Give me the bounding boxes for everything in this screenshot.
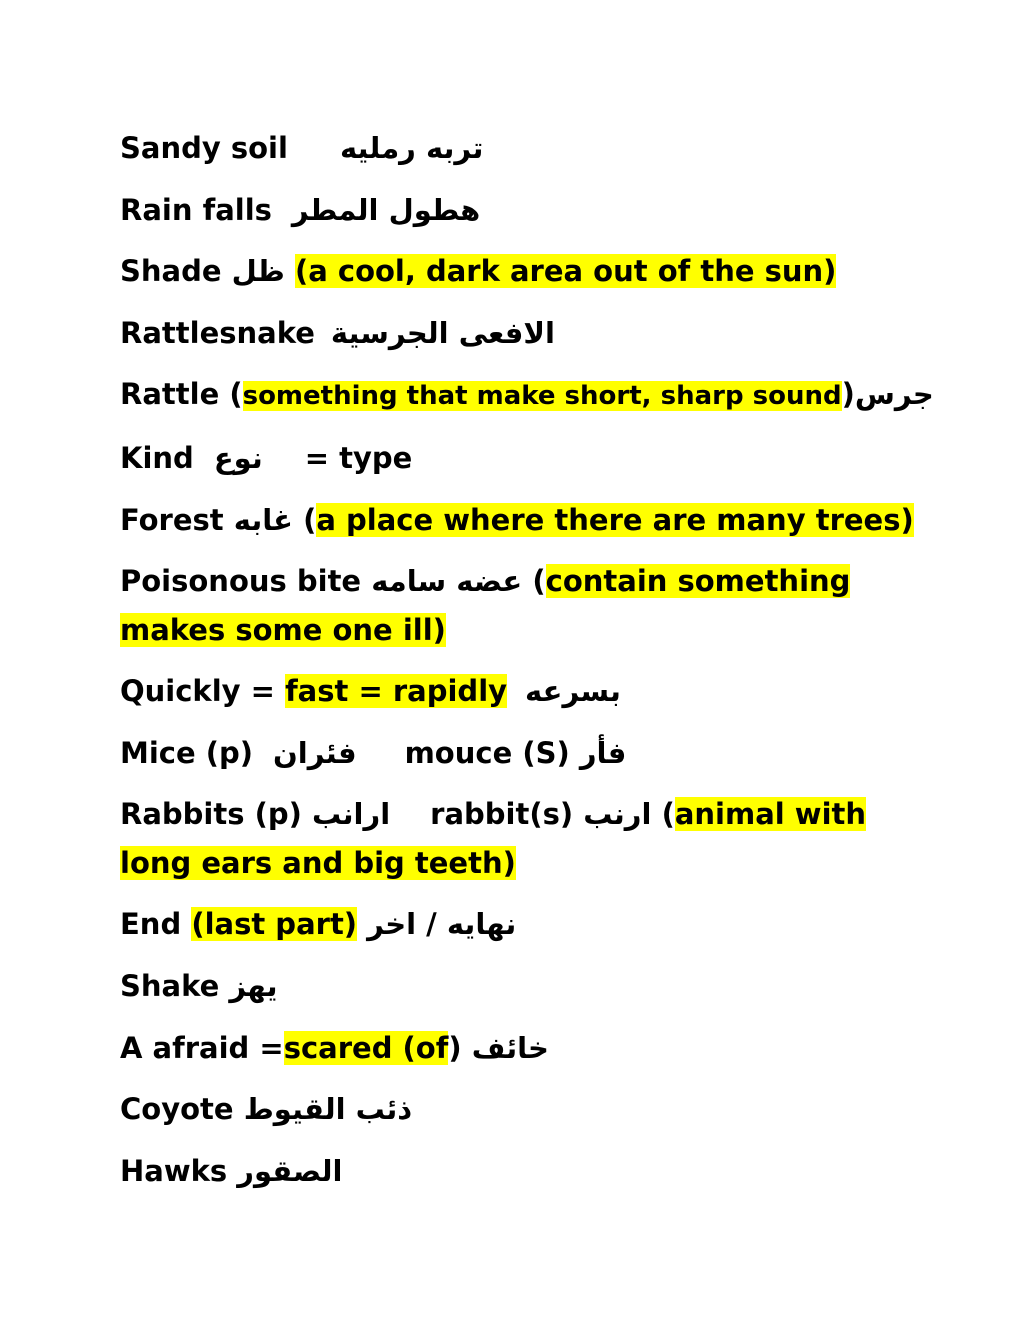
definition-highlight: scared (of [283,1030,449,1065]
vocab-line-sandy-soil [120,118,920,180]
vocab-line-rattle [120,364,934,428]
english-term: Shake [120,968,220,1003]
arabic-translation: الافعى الجرسية [330,315,555,350]
arabic-translation: عضه سامه [371,564,523,599]
english-term: Mice (p) [120,735,254,770]
english-term: Quickly = [120,674,286,709]
arabic-translation: خائف [471,1030,549,1065]
arabic-translation: نهايه / اخر [367,907,517,942]
opening-paren: ( [661,797,675,832]
english-term: Hawks [120,1153,228,1188]
arabic-translation: تربه رمليه [339,131,484,165]
vocab-line-rattlesnake [120,303,920,365]
arabic-translation: جرس [854,377,934,412]
vocab-line-forest [120,490,920,552]
english-term: Shade [120,254,222,289]
vocab-line-shake [120,956,920,1018]
arabic-translation: ظل [231,254,285,289]
english-term: End [120,907,182,942]
vocabulary-list [120,118,934,1202]
definition-highlight: a place where there are many trees) [316,502,914,537]
english-term: Rabbits (p) [120,797,302,832]
definition-highlight: (a cool, dark area out of the sun) [294,254,837,289]
arabic-translation-singular: ارنب [583,797,652,832]
arabic-translation: ارانب [311,797,391,832]
arabic-translation: هطول المطر [291,192,481,227]
arabic-translation: يهز [229,968,278,1003]
opening-paren: ( [303,502,317,537]
arabic-translation-singular: فأر [579,735,627,770]
definition-highlight: something that make short, sharp sound [242,381,842,412]
english-term: Rattle ( [120,377,243,412]
english-term: Kind [120,440,194,475]
english-term-singular: mouce (S) [404,735,570,770]
english-term: Coyote [120,1092,234,1127]
english-term: Forest [120,502,224,537]
vocab-line-coyote [120,1079,920,1141]
vocab-line-afraid [120,1018,920,1080]
opening-paren: ( [532,564,546,599]
english-term: Rattlesnake [120,315,315,350]
arabic-translation: نوع [213,440,263,475]
vocab-line-kind [120,428,920,490]
english-term: Sandy soil [120,131,288,165]
definition-highlight: animal with long ears and big teeth) [120,797,867,881]
arabic-translation: الصقور [237,1153,343,1188]
english-term: Rain falls [120,192,272,227]
vocab-line-rabbits [120,784,920,894]
closing-paren: ) [841,377,855,412]
english-term: A afraid = [120,1030,284,1065]
definition-highlight: (last part) [191,907,358,942]
vocab-line-end [120,894,920,956]
vocab-line-poisonous-bite [120,551,920,661]
vocab-line-shade [120,241,920,303]
arabic-translation: فئران [273,735,357,770]
definition-highlight: fast = rapidly [285,674,508,709]
arabic-translation: بسرعه [525,674,621,709]
vocab-line-quickly [120,661,920,723]
arabic-translation: غابه [233,502,293,537]
vocab-line-hawks [120,1141,920,1203]
synonym: = type [304,440,413,475]
closing-paren: ) [448,1030,462,1065]
definition-highlight: contain something makes some one ill) [120,564,851,648]
vocab-line-mice [120,723,920,785]
vocab-line-rain-falls [120,180,920,242]
arabic-translation: ذئب القيوط [243,1092,413,1127]
english-term-singular: rabbit(s) [430,797,574,832]
english-term: Poisonous bite [120,564,362,599]
